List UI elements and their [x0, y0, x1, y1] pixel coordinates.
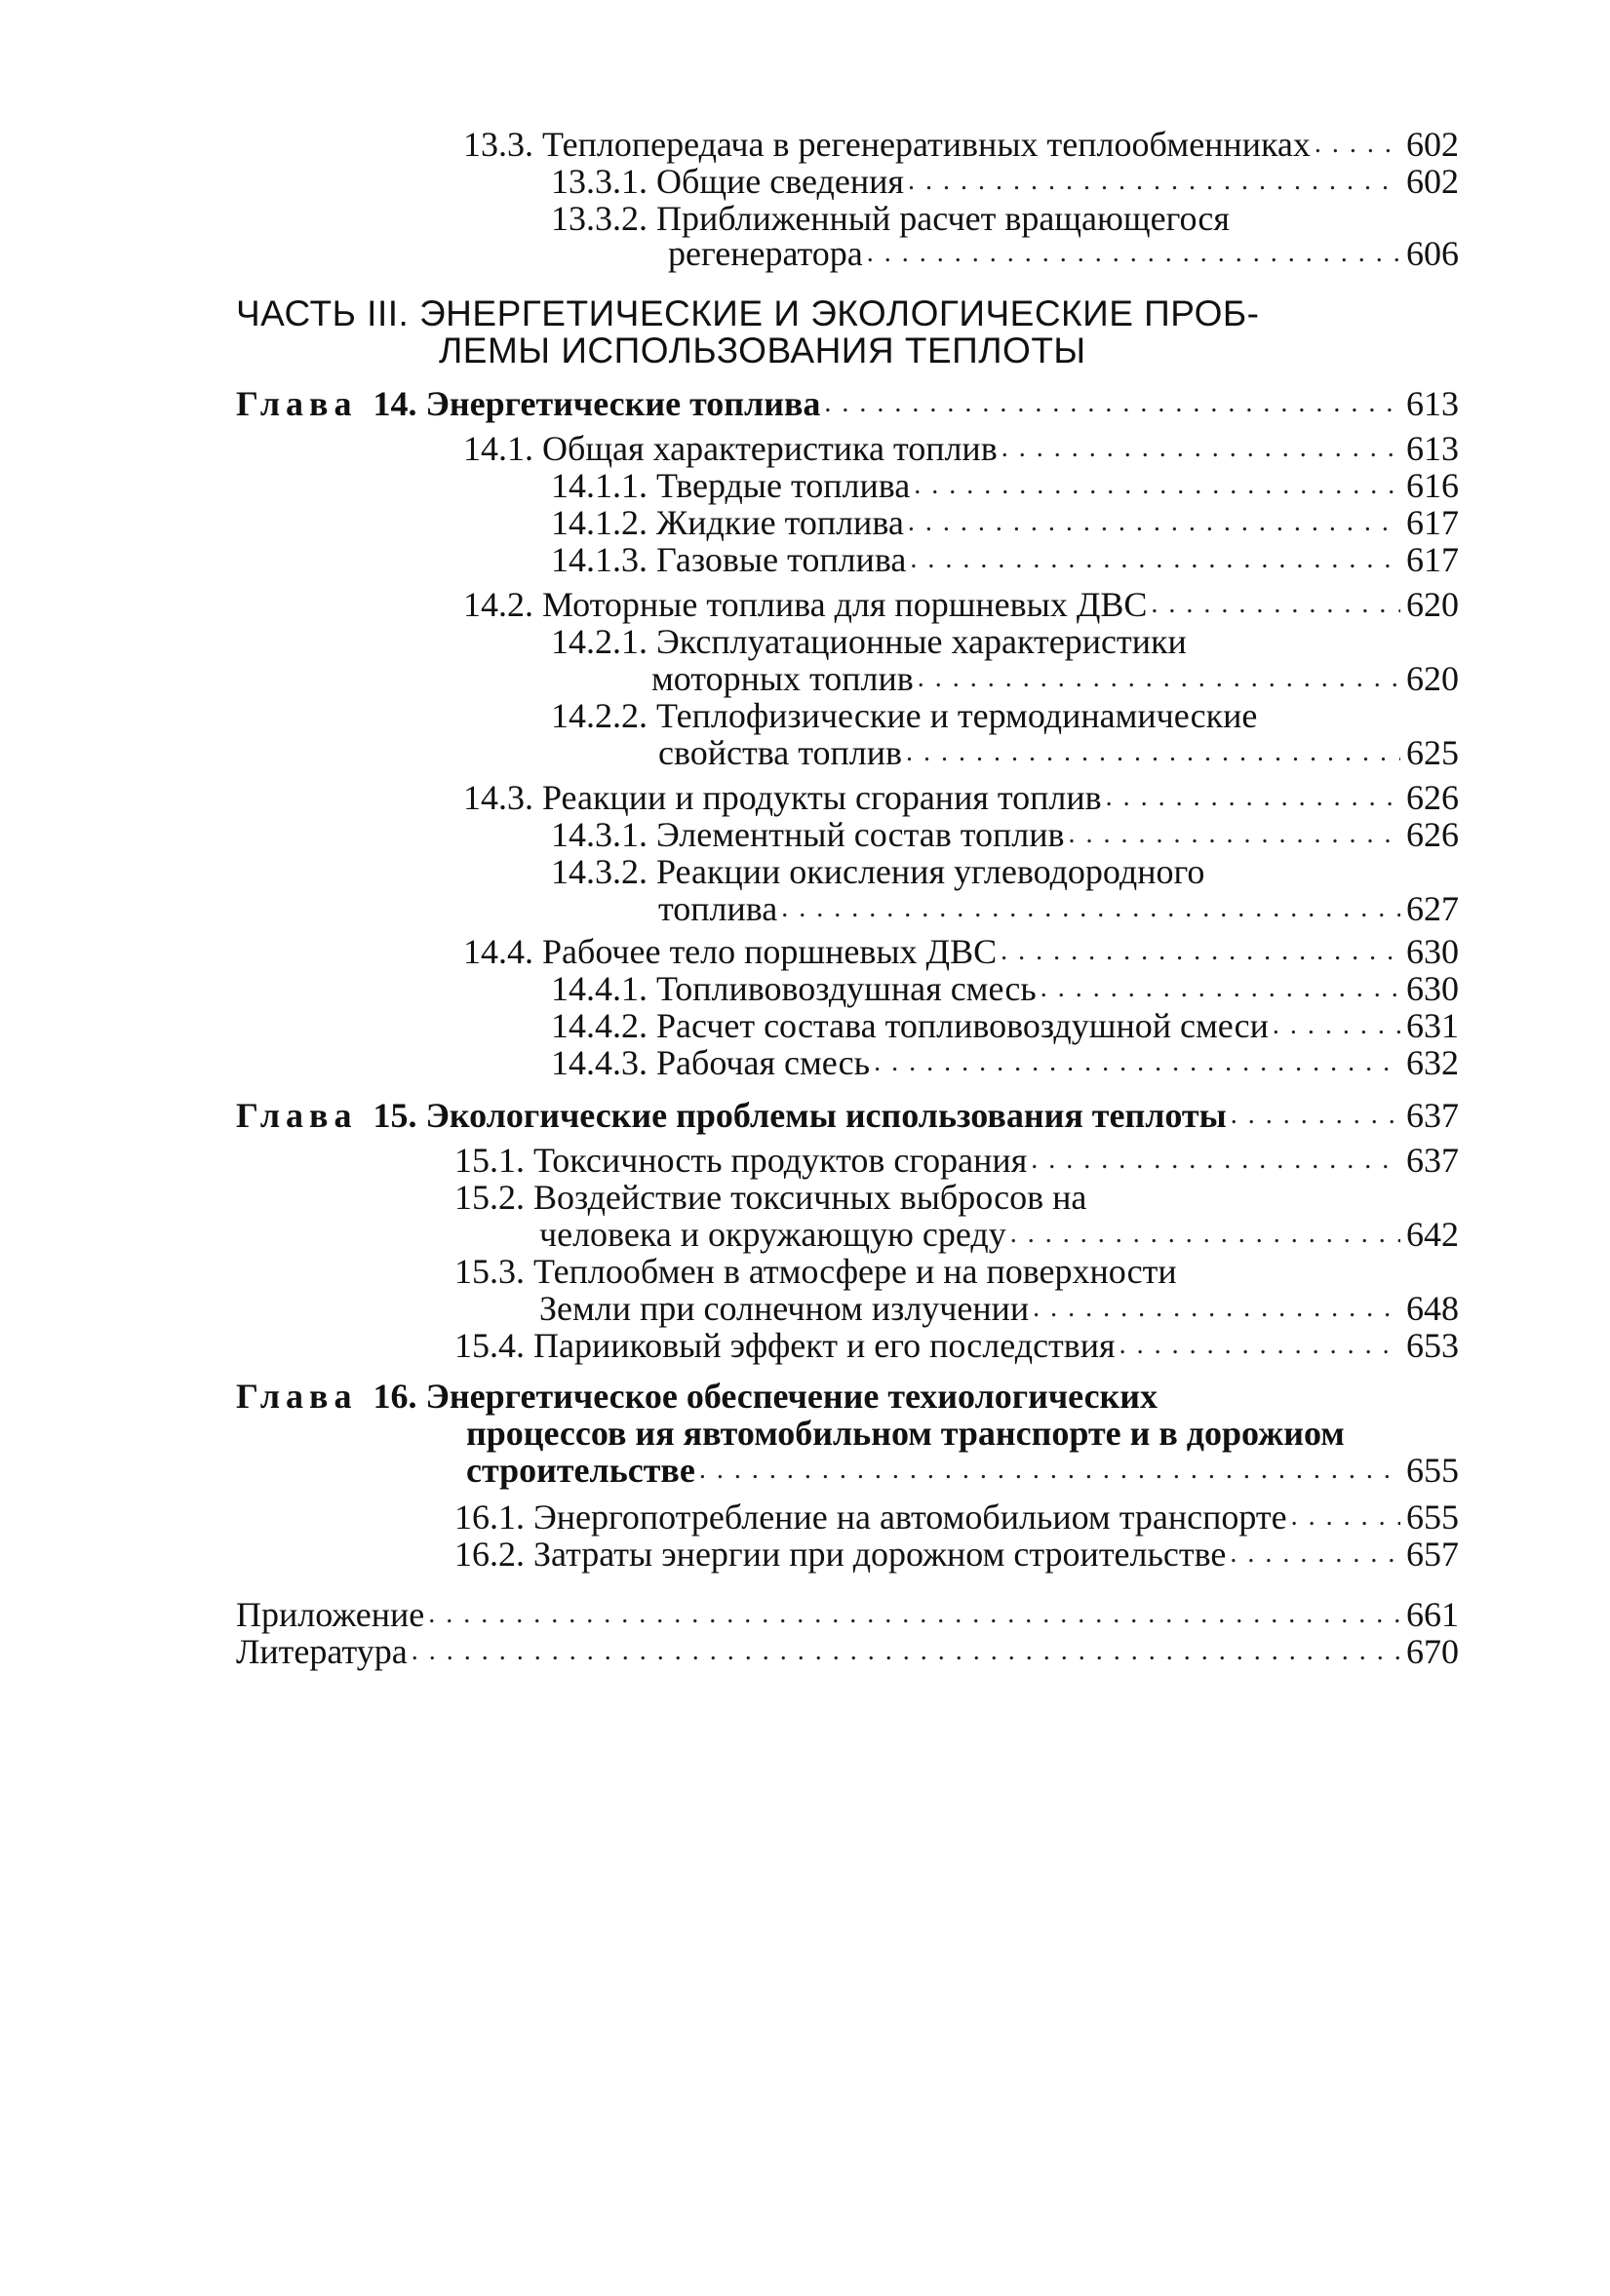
- section-number: 15.3.: [454, 1252, 525, 1291]
- leader-dots: [1315, 125, 1400, 164]
- section-title: Рабочее тело поршневых ДВС: [542, 932, 998, 971]
- appendix-title: Приложение: [236, 1595, 425, 1634]
- leader-dots: [867, 234, 1400, 273]
- chapter-label: Глава: [236, 1096, 358, 1135]
- page-number: 617: [1406, 540, 1459, 579]
- section-title: Теплообмен в атмосфере и на поверхности: [533, 1252, 1177, 1291]
- section-title: Элементный состав топлив: [656, 815, 1065, 854]
- toc-entry-14-3: [463, 778, 1459, 817]
- toc-entry-15-2-line2: [539, 1215, 1459, 1254]
- page-number: 657: [1406, 1535, 1459, 1574]
- section-number: 15.1.: [454, 1141, 525, 1180]
- section-title: Газовые топлива: [656, 540, 907, 579]
- toc-entry-15-3-line1: [454, 1252, 1177, 1291]
- toc-chapter-16-line3: [466, 1451, 1459, 1490]
- leader-dots: [1291, 1498, 1400, 1537]
- section-number: 14.2.: [463, 585, 533, 624]
- section-title: Расчет состава топливовоздушной смеси: [656, 1006, 1269, 1045]
- toc-entry-14-1-3: [551, 540, 1459, 579]
- section-title: Энергопотребление на автомобильиом транспорте: [533, 1498, 1287, 1537]
- page-number: 655: [1406, 1451, 1459, 1490]
- section-title-cont: человека и окружающую среду: [539, 1215, 1006, 1254]
- page-number: 661: [1406, 1595, 1459, 1634]
- section-number: 14.1.3.: [551, 540, 648, 579]
- toc-entry-15-3-line2: [539, 1289, 1459, 1328]
- section-title: Парииковый эффект и его последствия: [533, 1326, 1116, 1365]
- page-number: 620: [1406, 585, 1459, 624]
- toc-entry-15-1: [454, 1141, 1459, 1180]
- leader-dots: [1068, 815, 1400, 854]
- section-title: Общая характеристика топлив: [542, 429, 998, 468]
- toc-entry-14-3-2-line2: [658, 889, 1459, 928]
- toc-entry-13-3-2-line2: [668, 234, 1459, 273]
- section-title: Жидкие топлива: [656, 503, 904, 542]
- leader-dots: [1273, 1006, 1400, 1045]
- section-title: Воздействие токсичных выбросов на: [533, 1178, 1087, 1217]
- toc-chapter-16-line2: процессов ия явтомобильном транспорте и в дорожиом: [466, 1414, 1345, 1453]
- section-number: 16.2.: [454, 1535, 525, 1574]
- leader-dots: [1001, 429, 1400, 468]
- toc-chapter-15: [236, 1096, 1459, 1135]
- chapter-number: 16.: [373, 1377, 417, 1416]
- toc-entry-14-2-1-line2: [651, 659, 1459, 698]
- leader-dots: [908, 503, 1400, 542]
- section-title: Рабочая смесь: [656, 1043, 871, 1082]
- leader-dots: [824, 384, 1400, 423]
- page-number: 626: [1406, 778, 1459, 817]
- leader-dots: [910, 540, 1400, 579]
- leader-dots: [1119, 1326, 1400, 1365]
- page-number: 642: [1406, 1215, 1459, 1254]
- toc-entry-13-3-1: [551, 162, 1459, 201]
- page-number: 630: [1406, 969, 1459, 1008]
- section-number: 13.3.: [463, 125, 533, 164]
- section-title: Твердые топлива: [656, 466, 911, 505]
- section-title: Реакции и продукты сгорания топлив: [542, 778, 1102, 817]
- toc-literature: [236, 1632, 1459, 1671]
- section-number: 14.2.2.: [551, 696, 648, 735]
- page-number: 637: [1406, 1096, 1459, 1135]
- toc-entry-13-3-2-line1: [551, 199, 1230, 238]
- page-number: 606: [1406, 234, 1459, 273]
- leader-dots: [908, 162, 1400, 201]
- toc-entry-14-2: [463, 585, 1459, 624]
- leader-dots: [1010, 1215, 1400, 1254]
- leader-dots: [1106, 778, 1400, 817]
- section-number: 14.1.1.: [551, 466, 648, 505]
- page-number: 627: [1406, 889, 1459, 928]
- page-number: 602: [1406, 162, 1459, 201]
- page-number: 648: [1406, 1289, 1459, 1328]
- toc-entry-14-3-2-line1: [551, 852, 1204, 891]
- page-number: 653: [1406, 1326, 1459, 1365]
- section-title-cont: свойства топлив: [658, 733, 902, 772]
- section-number: 14.4.1.: [551, 969, 648, 1008]
- section-number: 14.1.: [463, 429, 533, 468]
- toc-chapter-14: [236, 384, 1459, 423]
- chapter-label: Глава: [236, 384, 358, 423]
- page-number: 626: [1406, 815, 1459, 854]
- literature-title: Литература: [236, 1632, 408, 1671]
- leader-dots: [874, 1043, 1400, 1082]
- chapter-title: Энергетическое обеспечение техиологических: [425, 1377, 1158, 1416]
- section-number: 15.2.: [454, 1178, 525, 1217]
- chapter-title-cont: строительстве: [466, 1451, 695, 1490]
- leader-dots: [428, 1595, 1400, 1634]
- section-number: 13.3.2.: [551, 199, 648, 238]
- section-title: Моторные топлива для поршневых ДВС: [542, 585, 1148, 624]
- section-number: 14.2.1.: [551, 622, 648, 661]
- section-title-cont: моторных топлив: [651, 659, 914, 698]
- page-number: 620: [1406, 659, 1459, 698]
- page-number: 613: [1406, 429, 1459, 468]
- chapter-title: Энергетические топлива: [425, 384, 821, 423]
- leader-dots: [1231, 1096, 1400, 1135]
- section-title: Теплопередача в регенеративных теплообменниках: [542, 125, 1311, 164]
- toc-entry-14-2-2-line2: [658, 733, 1459, 772]
- toc-entry-14-1: [463, 429, 1459, 468]
- section-title: Токсичность продуктов сгорания: [533, 1141, 1028, 1180]
- section-title: Приближенный расчет вращающегося: [656, 199, 1230, 238]
- leader-dots: [918, 659, 1400, 698]
- toc-entry-13-3: [463, 125, 1459, 164]
- toc-entry-14-4-3: [551, 1043, 1459, 1082]
- leader-dots: [1041, 969, 1400, 1008]
- toc-entry-15-4: [454, 1326, 1459, 1365]
- page-number: 613: [1406, 384, 1459, 423]
- leader-dots: [1001, 932, 1400, 971]
- section-number: 14.3.2.: [551, 852, 648, 891]
- chapter-number: 14.: [373, 384, 417, 423]
- page-number: 617: [1406, 503, 1459, 542]
- section-number: 15.4.: [454, 1326, 525, 1365]
- leader-dots: [906, 733, 1400, 772]
- leader-dots: [1151, 585, 1400, 624]
- section-number: 16.1.: [454, 1498, 525, 1537]
- page-number: 616: [1406, 466, 1459, 505]
- toc-entry-14-4-2: [551, 1006, 1459, 1045]
- leader-dots: [699, 1451, 1400, 1490]
- section-title: Эксплуатационные характеристики: [656, 622, 1187, 661]
- section-title-cont: регенератора: [668, 234, 863, 273]
- section-title-cont: Земли при солнечном излучении: [539, 1289, 1030, 1328]
- toc-chapter-16-line1: [236, 1377, 1158, 1416]
- leader-dots: [1031, 1141, 1400, 1180]
- toc-entry-14-2-1-line1: [551, 622, 1187, 661]
- toc-entry-16-2: [454, 1535, 1459, 1574]
- leader-dots: [914, 466, 1400, 505]
- toc-entry-14-4: [463, 932, 1459, 971]
- toc-entry-14-1-2: [551, 503, 1459, 542]
- section-title: Теплофизические и термодинамические: [656, 696, 1258, 735]
- page-number: 655: [1406, 1498, 1459, 1537]
- toc-appendix: [236, 1595, 1459, 1634]
- leader-dots: [412, 1632, 1400, 1671]
- section-title-cont: топлива: [658, 889, 778, 928]
- toc-entry-14-3-1: [551, 815, 1459, 854]
- page-number: 637: [1406, 1141, 1459, 1180]
- section-number: 14.4.: [463, 932, 533, 971]
- part-heading-line2: ЛЕМЫ ИСПОЛЬЗОВАНИЯ ТЕПЛОТЫ: [439, 331, 1086, 370]
- section-title: Топливовоздушная смесь: [656, 969, 1037, 1008]
- chapter-label: Глава: [236, 1377, 358, 1416]
- toc-entry-14-2-2-line1: [551, 696, 1257, 735]
- leader-dots: [1230, 1535, 1400, 1574]
- section-title: Затраты энергии при дорожном строительстве: [533, 1535, 1227, 1574]
- toc-entry-14-4-1: [551, 969, 1459, 1008]
- toc-entry-16-1: [454, 1498, 1459, 1537]
- page-number: 632: [1406, 1043, 1459, 1082]
- part-heading-line1: ЧАСТЬ III. ЭНЕРГЕТИЧЕСКИЕ И ЭКОЛОГИЧЕСКИЕ ПРОБ-: [236, 293, 1260, 333]
- page-number: 631: [1406, 1006, 1459, 1045]
- page-number: 630: [1406, 932, 1459, 971]
- section-number: 13.3.1.: [551, 162, 648, 201]
- leader-dots: [1033, 1289, 1400, 1328]
- section-title: Реакции окисления углеводородного: [656, 852, 1205, 891]
- section-number: 14.4.3.: [551, 1043, 648, 1082]
- toc-entry-14-1-1: [551, 466, 1459, 505]
- page-number: 670: [1406, 1632, 1459, 1671]
- chapter-number: 15.: [373, 1096, 417, 1135]
- section-number: 14.3.1.: [551, 815, 648, 854]
- page-number: 625: [1406, 733, 1459, 772]
- section-number: 14.4.2.: [551, 1006, 648, 1045]
- section-number: 14.1.2.: [551, 503, 648, 542]
- section-number: 14.3.: [463, 778, 533, 817]
- section-title: Общие сведения: [656, 162, 904, 201]
- toc-entry-15-2-line1: [454, 1178, 1086, 1217]
- chapter-title: Экологические проблемы использования теплоты: [425, 1096, 1227, 1135]
- page-number: 602: [1406, 125, 1459, 164]
- leader-dots: [781, 889, 1400, 928]
